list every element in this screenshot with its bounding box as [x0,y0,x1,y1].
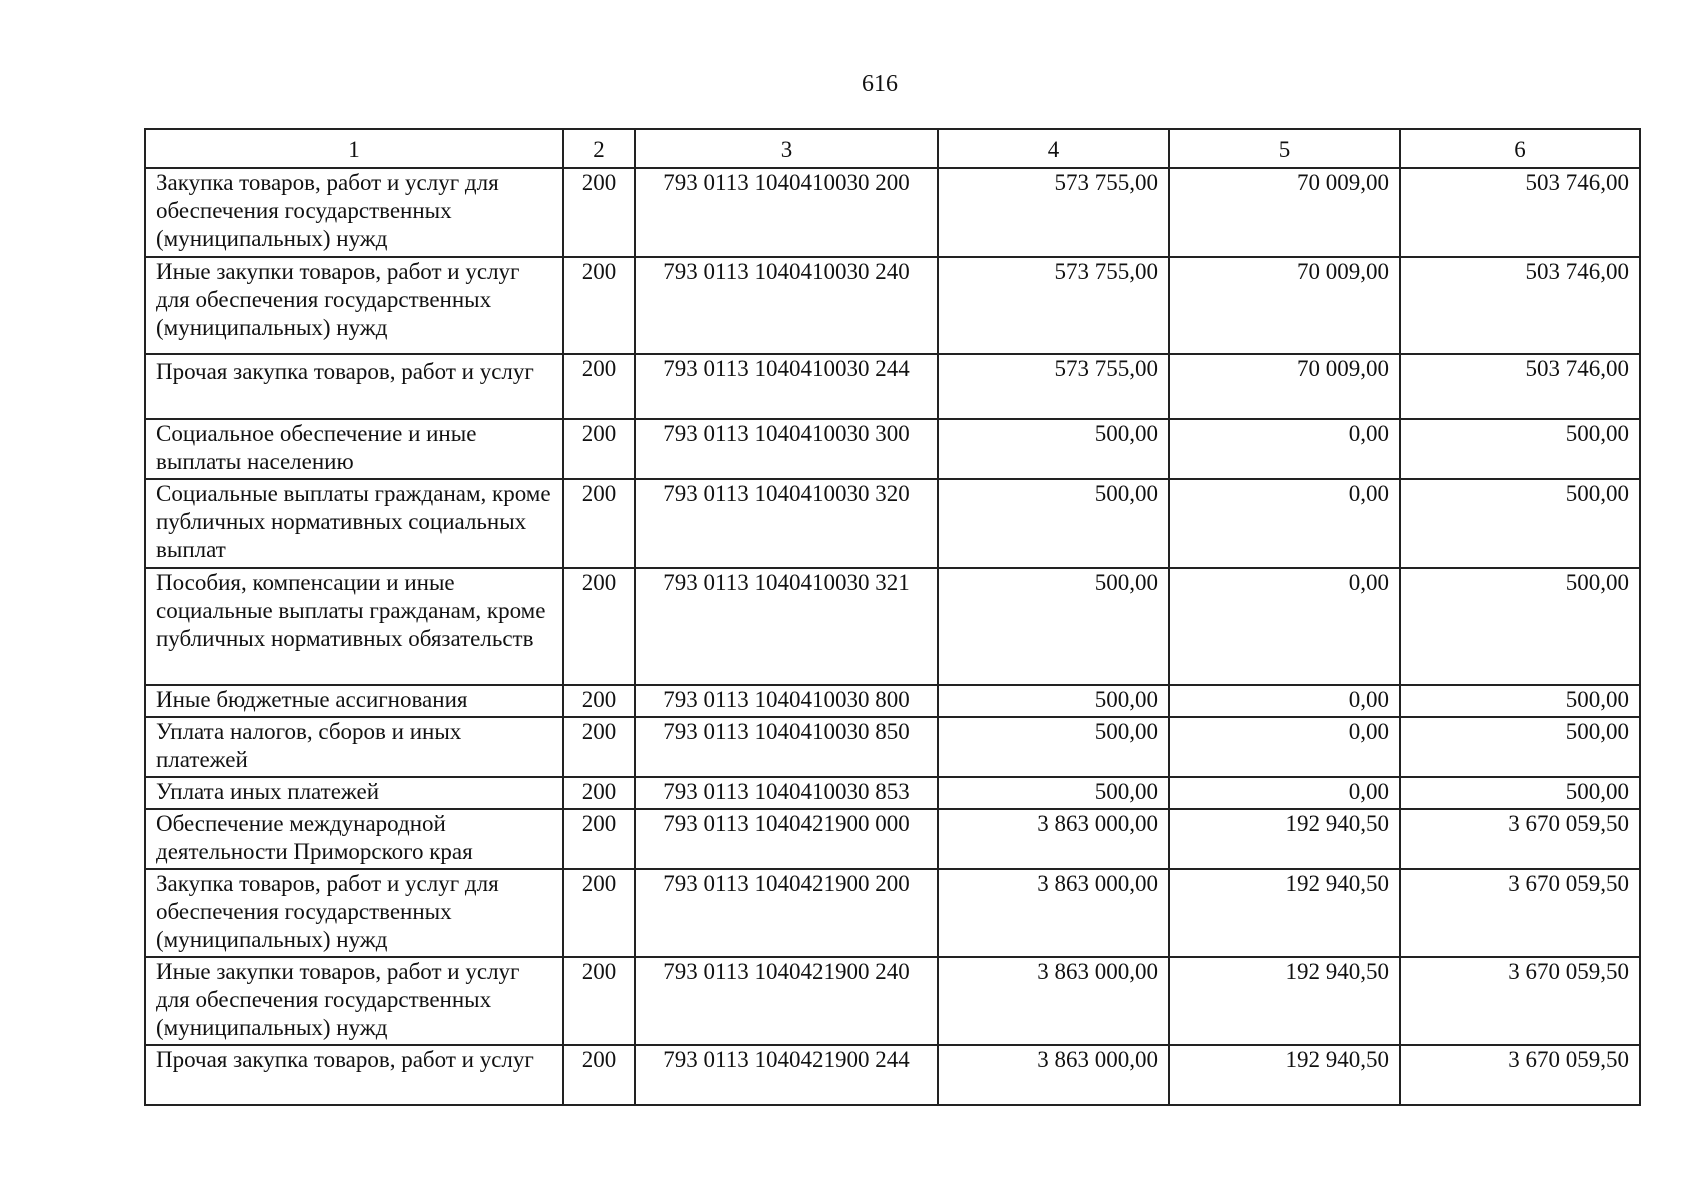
page-number: 616 [862,71,898,97]
table-row [145,685,1640,717]
table-row [145,809,1640,869]
row-code-cell: 200 [563,168,635,257]
row-classification-cell: 793 0113 1040421900 244 [635,1045,938,1105]
row-code-cell: 200 [563,419,635,479]
row-classification-cell: 793 0113 1040410030 244 [635,354,938,419]
row-approved-cell: 573 755,00 [938,168,1169,257]
row-code-cell: 200 [563,869,635,957]
row-code-cell: 200 [563,568,635,685]
row-code-cell: 200 [563,479,635,568]
column-header: 6 [1400,129,1640,168]
table-row [145,717,1640,777]
row-remaining-cell: 3 670 059,50 [1400,957,1640,1045]
row-classification-cell: 793 0113 1040421900 000 [635,809,938,869]
row-executed-cell: 0,00 [1169,685,1400,717]
row-executed-cell: 70 009,00 [1169,354,1400,419]
row-classification-cell: 793 0113 1040410030 321 [635,568,938,685]
row-approved-cell: 500,00 [938,777,1169,809]
row-approved-cell: 500,00 [938,479,1169,568]
row-remaining-cell: 3 670 059,50 [1400,809,1640,869]
table-row [145,777,1640,809]
row-name-cell: Уплата налогов, сборов и иных платежей [145,717,563,777]
row-name-cell: Уплата иных платежей [145,777,563,809]
row-classification-cell: 793 0113 1040410030 300 [635,419,938,479]
row-approved-cell: 573 755,00 [938,354,1169,419]
row-approved-cell: 3 863 000,00 [938,957,1169,1045]
table-row [145,869,1640,957]
row-executed-cell: 70 009,00 [1169,257,1400,354]
row-code-cell: 200 [563,717,635,777]
row-code-cell: 200 [563,685,635,717]
row-remaining-cell: 500,00 [1400,777,1640,809]
row-remaining-cell: 3 670 059,50 [1400,1045,1640,1105]
budget-table [144,128,1641,1106]
row-remaining-cell: 500,00 [1400,419,1640,479]
row-executed-cell: 192 940,50 [1169,1045,1400,1105]
table-header-row [145,129,1640,168]
row-name-cell: Социальные выплаты гражданам, кроме публичных нормативных социальных выплат [145,479,563,568]
row-approved-cell: 3 863 000,00 [938,869,1169,957]
row-remaining-cell: 500,00 [1400,685,1640,717]
row-code-cell: 200 [563,354,635,419]
row-classification-cell: 793 0113 1040421900 200 [635,869,938,957]
row-code-cell: 200 [563,957,635,1045]
row-classification-cell: 793 0113 1040410030 240 [635,257,938,354]
column-header: 1 [145,129,563,168]
row-name-cell: Пособия, компенсации и иные социальные выплаты гражданам, кроме публичных нормативных обязательств [145,568,563,685]
row-name-cell: Обеспечение международной деятельности Приморского края [145,809,563,869]
row-executed-cell: 192 940,50 [1169,869,1400,957]
table-row [145,419,1640,479]
table-row [145,168,1640,257]
row-approved-cell: 573 755,00 [938,257,1169,354]
table-row [145,957,1640,1045]
row-approved-cell: 3 863 000,00 [938,809,1169,869]
row-name-cell: Иные бюджетные ассигнования [145,685,563,717]
row-executed-cell: 0,00 [1169,717,1400,777]
row-remaining-cell: 500,00 [1400,568,1640,685]
row-executed-cell: 0,00 [1169,777,1400,809]
row-remaining-cell: 500,00 [1400,479,1640,568]
row-remaining-cell: 503 746,00 [1400,257,1640,354]
row-executed-cell: 0,00 [1169,479,1400,568]
row-classification-cell: 793 0113 1040410030 200 [635,168,938,257]
row-code-cell: 200 [563,809,635,869]
row-executed-cell: 0,00 [1169,419,1400,479]
row-code-cell: 200 [563,777,635,809]
table-row [145,568,1640,685]
row-name-cell: Иные закупки товаров, работ и услуг для обеспечения государственных (муниципальных) нужд [145,257,563,354]
row-classification-cell: 793 0113 1040410030 320 [635,479,938,568]
table-row [145,257,1640,354]
row-executed-cell: 70 009,00 [1169,168,1400,257]
row-classification-cell: 793 0113 1040410030 853 [635,777,938,809]
row-executed-cell: 192 940,50 [1169,809,1400,869]
row-remaining-cell: 3 670 059,50 [1400,869,1640,957]
row-remaining-cell: 503 746,00 [1400,354,1640,419]
column-header: 5 [1169,129,1400,168]
row-classification-cell: 793 0113 1040410030 800 [635,685,938,717]
table-row [145,479,1640,568]
row-name-cell: Иные закупки товаров, работ и услуг для обеспечения государственных (муниципальных) нужд [145,957,563,1045]
row-name-cell: Закупка товаров, работ и услуг для обеспечения государственных (муниципальных) нужд [145,168,563,257]
row-approved-cell: 500,00 [938,568,1169,685]
row-approved-cell: 3 863 000,00 [938,1045,1169,1105]
row-name-cell: Прочая закупка товаров, работ и услуг [145,1045,563,1105]
row-approved-cell: 500,00 [938,419,1169,479]
row-name-cell: Прочая закупка товаров, работ и услуг [145,354,563,419]
row-approved-cell: 500,00 [938,717,1169,777]
row-code-cell: 200 [563,257,635,354]
column-header: 2 [563,129,635,168]
row-remaining-cell: 503 746,00 [1400,168,1640,257]
column-header: 4 [938,129,1169,168]
row-classification-cell: 793 0113 1040410030 850 [635,717,938,777]
row-name-cell: Закупка товаров, работ и услуг для обеспечения государственных (муниципальных) нужд [145,869,563,957]
row-executed-cell: 0,00 [1169,568,1400,685]
row-classification-cell: 793 0113 1040421900 240 [635,957,938,1045]
row-executed-cell: 192 940,50 [1169,957,1400,1045]
row-remaining-cell: 500,00 [1400,717,1640,777]
table-row [145,354,1640,419]
row-name-cell: Социальное обеспечение и иные выплаты населению [145,419,563,479]
row-code-cell: 200 [563,1045,635,1105]
row-approved-cell: 500,00 [938,685,1169,717]
column-header: 3 [635,129,938,168]
table-row [145,1045,1640,1105]
